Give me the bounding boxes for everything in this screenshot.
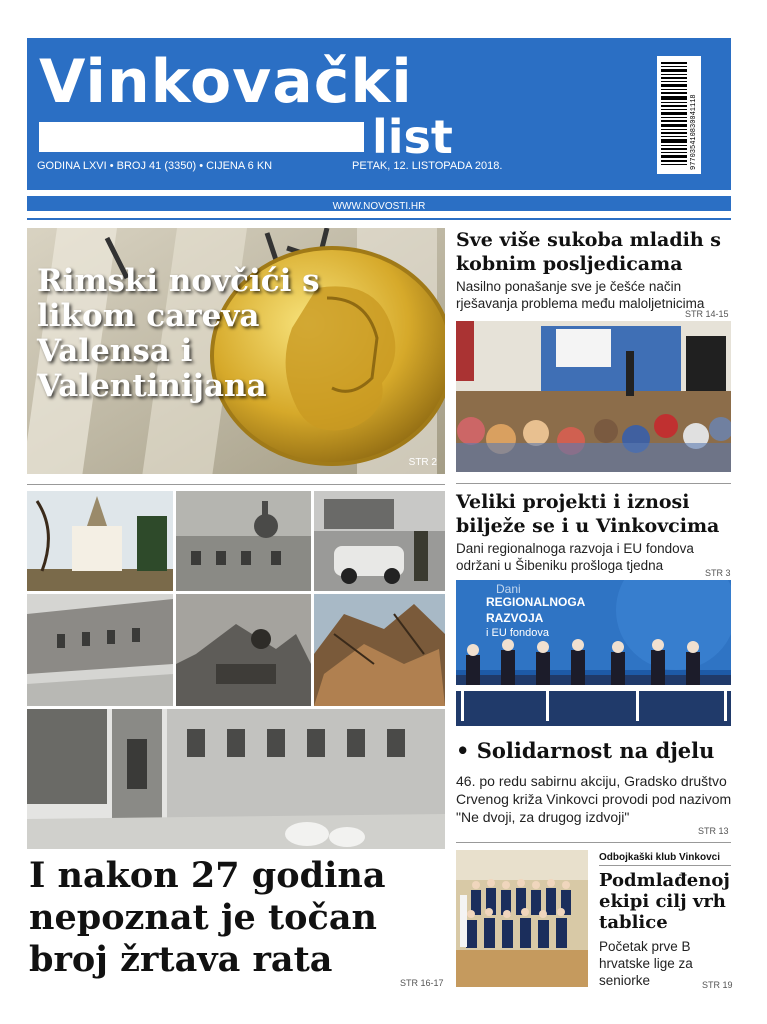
story1-summary: Nasilno ponašanje sve je češće način rješavanja problema među maloljetnicima: [456, 279, 705, 311]
volleyball-team-image: [456, 850, 588, 987]
classroom-image: [456, 321, 731, 472]
issue-date: PETAK, 12. LISTOPADA 2018.: [352, 160, 503, 172]
barcode-number: 977035410830041118: [690, 94, 698, 170]
divider: [599, 865, 731, 866]
divider: [27, 484, 445, 485]
story1-headline[interactable]: Sve više sukoba mladih s kobnim posljedicama: [456, 229, 721, 275]
war-photo-collage[interactable]: [27, 491, 445, 849]
divider: [456, 842, 731, 843]
story3-summary: 46. po redu sabirnu akciju, Gradsko društvo Crvenog križa Vinkovci provodi pod nazivom "Ne dvoji, za drugog izdvoji": [456, 773, 732, 825]
banner-line1: Dani: [496, 582, 521, 596]
website-link[interactable]: WWW.NOVOSTI.HR: [332, 201, 426, 212]
collage-damaged-street-photo: [27, 709, 445, 849]
story1-photo[interactable]: [456, 321, 731, 472]
barcode: [657, 56, 701, 174]
collage-car-soldier-photo: [314, 491, 445, 591]
story4-summary: Početak prve B hrvatske lige za seniorke: [599, 939, 693, 988]
story1-page-ref: STR 14-15: [685, 309, 729, 319]
collage-ruined-building-photo: [176, 491, 311, 591]
lead-photo[interactable]: [27, 228, 445, 474]
main-page-ref: STR 16-17: [400, 978, 444, 988]
banner-line3: RAZVOJA: [486, 611, 544, 625]
story4-page-ref: STR 19: [702, 980, 733, 990]
url-bar[interactable]: [27, 196, 731, 211]
lead-page-ref: STR 2: [408, 457, 437, 468]
story4-kicker: Odbojkaški klub Vinkovci: [599, 852, 720, 863]
collage-street-photo: [27, 594, 173, 706]
main-headline[interactable]: I nakon 27 godina nepoznat je točan broj žrtava rata: [29, 855, 386, 980]
lead-headline[interactable]: Rimski novčići s likom careva Valensa i Valentinijana: [37, 263, 320, 404]
story2-summary: Dani regionalnoga razvoja i EU fondova održani u Šibeniku prošloga tjedna: [456, 541, 694, 573]
logo-bar: [39, 122, 364, 152]
collage-destroyed-house-photo: [314, 594, 445, 706]
collage-rubble-photo: [176, 594, 311, 706]
banner-line2: REGIONALNOGA: [486, 595, 586, 609]
story3-page-ref: STR 13: [698, 826, 729, 836]
masthead: [27, 38, 731, 190]
logo-title: Vinkovački: [39, 47, 413, 117]
logo-subtitle: list: [372, 110, 453, 164]
banner-line4: i EU fondova: [486, 627, 549, 639]
story2-page-ref: STR 3: [705, 568, 731, 578]
story4-headline[interactable]: Podmlađenoj ekipi cilj vrh tablice: [599, 870, 730, 933]
collage-church-photo: [27, 491, 173, 591]
story2-photo[interactable]: [456, 580, 731, 726]
divider: [456, 483, 731, 484]
story3-headline[interactable]: • Solidarnost na djelu: [456, 738, 715, 763]
divider: [27, 218, 731, 220]
story2-headline[interactable]: Veliki projekti i iznosi bilježe se i u Vinkovcima: [456, 491, 720, 537]
issue-info: GODINA LXVI • BROJ 41 (3350) • CIJENA 6 KN: [37, 160, 273, 172]
story4-photo[interactable]: [456, 850, 588, 987]
